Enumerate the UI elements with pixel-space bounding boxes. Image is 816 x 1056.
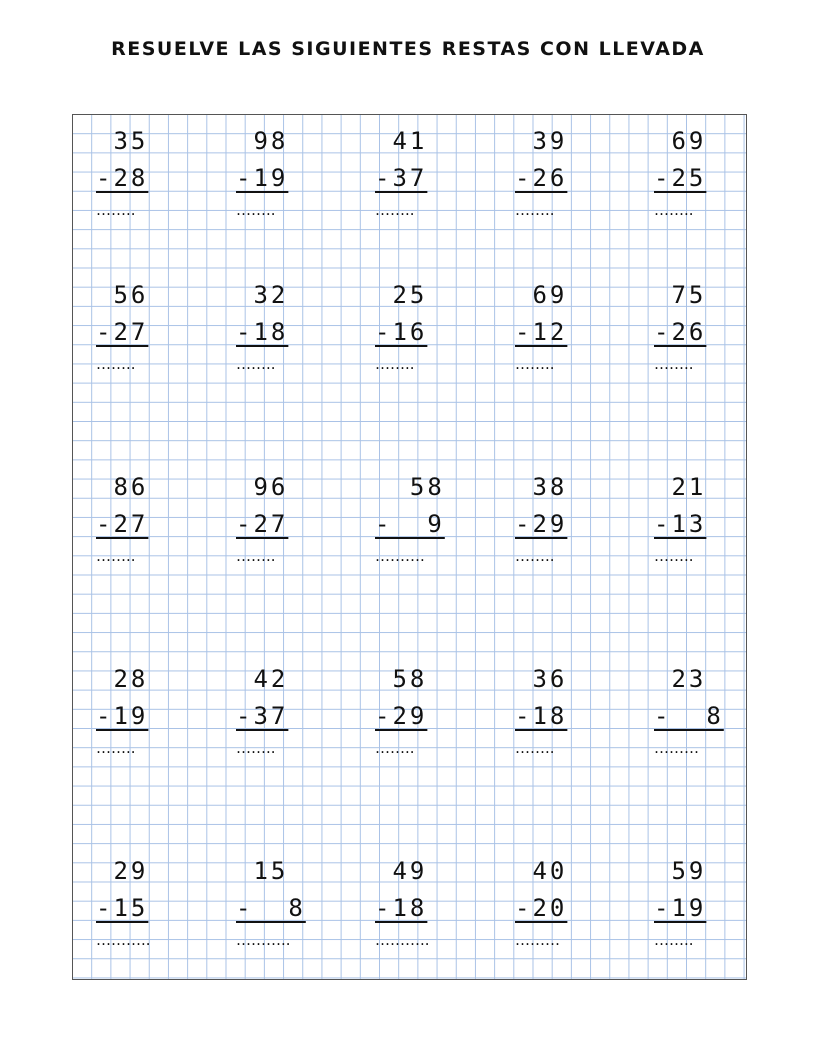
- subtraction-problem: [96, 281, 206, 381]
- answer-blank[interactable]: ……..: [96, 201, 136, 219]
- subtraction-problem: [515, 473, 625, 573]
- subtraction-problem: [375, 281, 485, 381]
- minuend: 49: [375, 857, 428, 885]
- answer-blank[interactable]: ……..: [515, 739, 555, 757]
- answer-blank[interactable]: ……..: [96, 547, 136, 565]
- subtrahend: - 8: [236, 894, 306, 922]
- minuend: 41: [375, 127, 428, 155]
- subtrahend: -26: [654, 318, 707, 346]
- subtraction-problem: [96, 665, 206, 765]
- subtrahend: -29: [515, 510, 568, 538]
- minuend: 36: [515, 665, 568, 693]
- subtrahend: -37: [236, 702, 289, 730]
- minuend: 23: [654, 665, 707, 693]
- answer-blank[interactable]: ……….: [375, 547, 425, 565]
- subtraction-problem: [654, 281, 764, 381]
- answer-blank[interactable]: ……..: [515, 201, 555, 219]
- subtrahend: -18: [375, 894, 428, 922]
- subtrahend: -20: [515, 894, 568, 922]
- minuend: 42: [236, 665, 289, 693]
- minuend: 58: [375, 665, 428, 693]
- subtraction-problem: [96, 127, 206, 227]
- answer-blank[interactable]: ……..: [375, 355, 415, 373]
- subtrahend: -27: [96, 318, 149, 346]
- subtrahend: -18: [515, 702, 568, 730]
- subtraction-problem: [515, 665, 625, 765]
- subtrahend: -25: [654, 164, 707, 192]
- answer-blank[interactable]: ……..: [236, 739, 276, 757]
- subtraction-problem: [236, 857, 346, 957]
- subtrahend: -28: [96, 164, 149, 192]
- minuend: 98: [236, 127, 289, 155]
- minuend: 69: [654, 127, 707, 155]
- answer-blank[interactable]: ………..: [236, 931, 291, 949]
- subtraction-problem: [654, 857, 764, 957]
- minuend: 59: [654, 857, 707, 885]
- subtraction-problem: [515, 857, 625, 957]
- answer-blank[interactable]: ……..: [96, 739, 136, 757]
- answer-blank[interactable]: ……..: [96, 355, 136, 373]
- subtrahend: -12: [515, 318, 568, 346]
- minuend: 28: [96, 665, 149, 693]
- answer-blank[interactable]: ……..: [654, 547, 694, 565]
- answer-blank[interactable]: ……..: [515, 355, 555, 373]
- subtraction-problem: [515, 127, 625, 227]
- subtraction-problem: [654, 665, 764, 765]
- minuend: 39: [515, 127, 568, 155]
- minuend: 32: [236, 281, 289, 309]
- minuend: 29: [96, 857, 149, 885]
- subtraction-problem: [236, 473, 346, 573]
- subtraction-problem: [236, 281, 346, 381]
- minuend: 56: [96, 281, 149, 309]
- subtrahend: -37: [375, 164, 428, 192]
- subtrahend: -27: [236, 510, 289, 538]
- subtraction-problem: [96, 857, 206, 957]
- minuend: 96: [236, 473, 289, 501]
- subtraction-problem: [375, 665, 485, 765]
- subtraction-problem: [236, 127, 346, 227]
- minuend: 75: [654, 281, 707, 309]
- worksheet-title: RESUELVE LAS SIGUIENTES RESTAS CON LLEVADA: [111, 38, 705, 60]
- answer-blank[interactable]: ……..: [654, 931, 694, 949]
- answer-blank[interactable]: ……..: [515, 547, 555, 565]
- subtrahend: -16: [375, 318, 428, 346]
- subtrahend: -26: [515, 164, 568, 192]
- minuend: 86: [96, 473, 149, 501]
- answer-blank[interactable]: ……..: [654, 355, 694, 373]
- subtraction-problem: [375, 473, 485, 573]
- subtraction-problem: [515, 281, 625, 381]
- subtrahend: -19: [654, 894, 707, 922]
- answer-blank[interactable]: ………..: [375, 931, 430, 949]
- minuend: 69: [515, 281, 568, 309]
- answer-blank[interactable]: ……..: [375, 739, 415, 757]
- answer-blank[interactable]: ………: [515, 931, 560, 949]
- answer-blank[interactable]: ……..: [375, 201, 415, 219]
- answer-blank[interactable]: ………..: [96, 931, 151, 949]
- subtraction-problem: [375, 857, 485, 957]
- subtraction-problem: [375, 127, 485, 227]
- minuend: 15: [236, 857, 289, 885]
- answer-blank[interactable]: ……..: [236, 201, 276, 219]
- subtraction-problem: [654, 473, 764, 573]
- subtrahend: -13: [654, 510, 707, 538]
- minuend: 58: [375, 473, 445, 501]
- minuend: 38: [515, 473, 568, 501]
- answer-blank[interactable]: ……..: [654, 201, 694, 219]
- answer-blank[interactable]: ……..: [236, 355, 276, 373]
- minuend: 25: [375, 281, 428, 309]
- answer-blank[interactable]: ……..: [236, 547, 276, 565]
- subtrahend: -19: [96, 702, 149, 730]
- subtrahend: - 9: [375, 510, 445, 538]
- subtrahend: - 8: [654, 702, 724, 730]
- subtrahend: -18: [236, 318, 289, 346]
- subtrahend: -27: [96, 510, 149, 538]
- subtrahend: -19: [236, 164, 289, 192]
- subtraction-problem: [96, 473, 206, 573]
- minuend: 40: [515, 857, 568, 885]
- minuend: 21: [654, 473, 707, 501]
- subtraction-problem: [236, 665, 346, 765]
- minuend: 35: [96, 127, 149, 155]
- answer-blank[interactable]: ………: [654, 739, 699, 757]
- subtrahend: -15: [96, 894, 149, 922]
- subtraction-problem: [654, 127, 764, 227]
- subtrahend: -29: [375, 702, 428, 730]
